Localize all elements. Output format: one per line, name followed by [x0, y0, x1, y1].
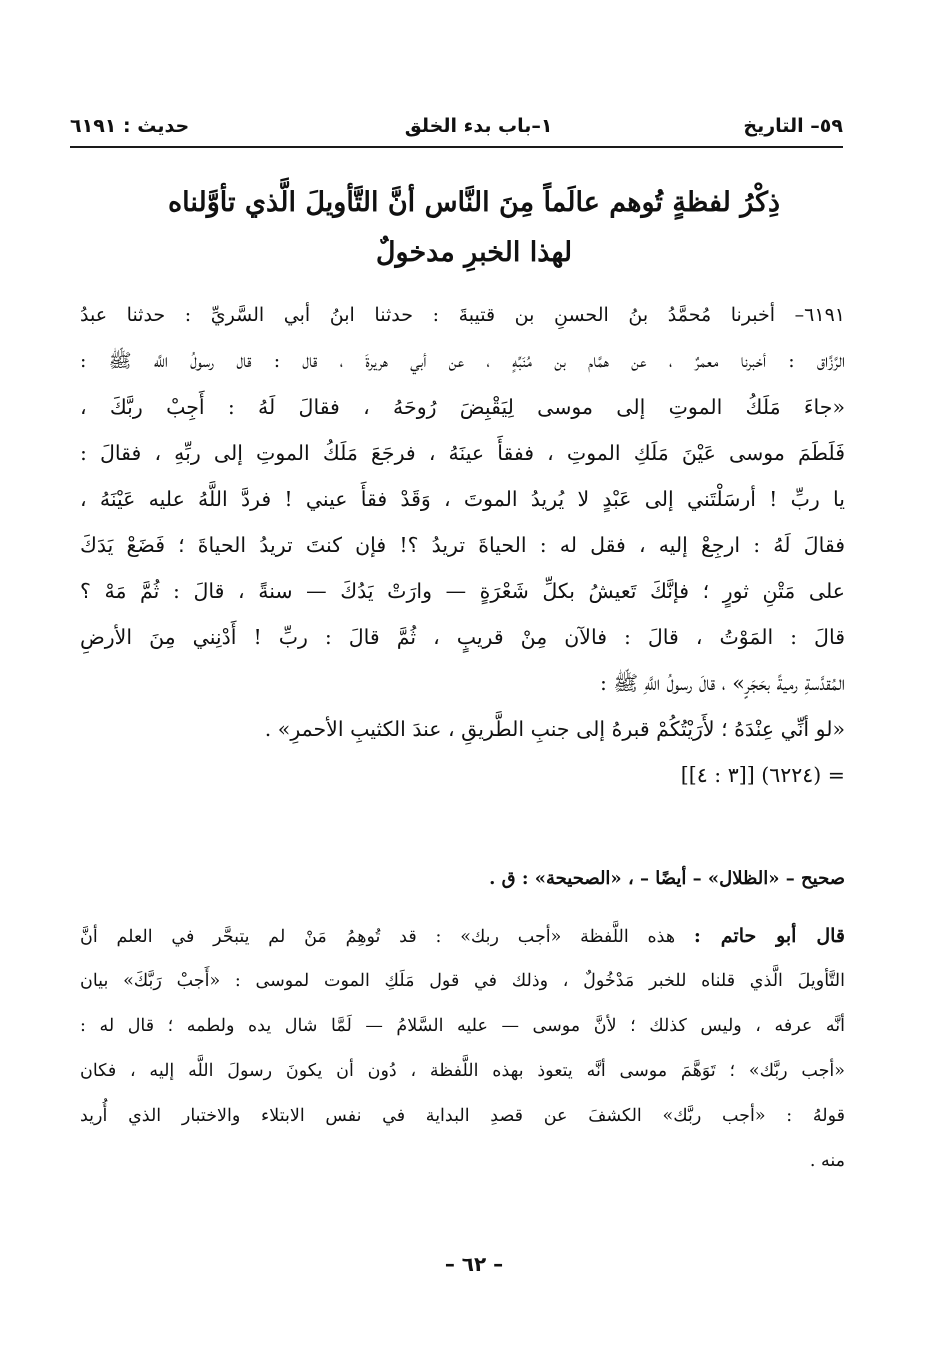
header-chapter: ٥٩– التاريخ — [743, 115, 843, 137]
commentary-line: منه . — [809, 1151, 845, 1171]
cross-reference: = (٦٢٢٤) [[٣ : ٤]] — [680, 763, 845, 787]
matn-line: المُقدَّسةِ رميةً بحَجَرٍ» ، قالَ رسولُ اللَّهِ ﷺ : — [599, 671, 845, 695]
matn-line: «جاءَ مَلَكُ الموتِ إلى موسى لِيَقْبِضَ رُوحَهُ ، فقالَ لَهُ : أَجِبْ ربَّكَ ، — [80, 395, 845, 419]
commentary-line: قولهُ : «أجب ربَّك» الكشفَ عن قصدِ البداية في نفس الابتلاء والاختبار الذي أُريد — [80, 1106, 845, 1126]
commentary-line: «أجب ربَّك» ؛ تَوَهَّمَ موسى أنَّه يتعوذ بهذه اللَّفظة ، دُون أن يكونَ رسولَ اللَّه إليه ، فكان — [80, 1061, 845, 1081]
title-line-1: ذِكْرُ لفظةٍ تُوهم عالَماً مِنَ النَّاس أنَّ التَّأويلَ الَّذي تأوَّلناه — [167, 187, 781, 218]
matn-line: «لو أنِّي عِنْدَهُ ؛ لأَرَيْتُكُمْ قبرهُ إلى جنبِ الطَّريقِ ، عندَ الكثيبِ الأحمرِ» . — [264, 717, 845, 741]
commentary-line — [80, 914, 845, 959]
commentary-speaker: قال أبو حاتم : — [693, 925, 845, 947]
commentary — [80, 914, 845, 1184]
commentary-line: أنَّه عرفه ، وليس كذلك ؛ لأنَّ موسى — عليه السَّلامُ — لَمَّا شال يده ولطمه ؛ قال له : — [80, 1016, 845, 1036]
commentary-line: التَّأويلَ الَّذي قلناه للخبر مَدْخُولٌ ، وذلك في قول مَلَكِ الموت لموسى : «أَجبْ رَبَّكَ» بيان — [80, 971, 845, 991]
header-divider — [70, 146, 843, 148]
grade-text: صحيح – «الظلال» – أيضًا – ، «الصحيحة» : ق . — [489, 868, 845, 889]
hadith-6191 — [80, 292, 845, 798]
chapter-title — [110, 178, 838, 278]
isnad-line: ٦١٩١– أخبرنا مُحمَّدُ بنُ الحسنِ بن قتيبةَ : حدثنا ابنُ أبي السَّريِّ : حدثنا عبدُ — [80, 304, 845, 326]
isnad-line: الرَّزَّاق : أخبرنا معمرٌ ، عن همَّام بن مُنَبِّهٍ ، عن أبي هريرةَ ، قال : قال رسولُ اللَّه ﷺ : — [80, 350, 845, 372]
matn-line: يا ربِّ ! أرسَلْتَني إلى عَبْدٍ لا يُريدُ الموتَ ، وَقَدْ فقأَ عيني ! فردَّ اللَّهُ عليه عَيْنَهُ ، — [80, 487, 845, 511]
grading-line — [80, 856, 845, 902]
matn-line: فَلَطَمَ موسى عَيْنَ مَلَكِ الموتِ ، ففقأَ عينَهُ ، فرجَعَ مَلَكُ الموتِ إلى ربِّهِ ، فقالَ : — [80, 441, 845, 465]
matn-line: فقالَ لَهُ : ارجِعْ إليه ، فقل له : الحياةَ تريدُ ؟! فإن كنتَ تريدُ الحياةَ ؛ فَضَعْ يَدَكَ — [80, 533, 845, 557]
header-hadith-ref: حديث : ٦١٩١ — [70, 115, 190, 137]
title-line-2: لهذا الخبرِ مدخولٌ — [375, 237, 573, 268]
running-header — [70, 108, 843, 144]
matn-line: على مَتْنِ ثورٍ ؛ فإنَّكَ تَعيشُ بكلِّ شَعْرَةٍ — وارَتْ يَدُكَ — سنةً ، قالَ : ثُمَّ مَهْ ؟ — [80, 579, 845, 603]
header-section: ١–باب بدء الخلق — [404, 115, 553, 137]
page-number: – ٦٢ – — [444, 1252, 504, 1276]
commentary-first-line: هذه اللَّفظة «أجب ربك» : قد تُوهِمُ مَنْ لم يتبحَّر في العلم أنَّ — [80, 927, 676, 947]
matn-line: قالَ : المَوْتُ ، قالَ : فالآن مِنْ قريبٍ ، ثُمَّ قالَ : ربِّ ! أَدْنِني مِنَ الأرضِ — [80, 625, 845, 649]
